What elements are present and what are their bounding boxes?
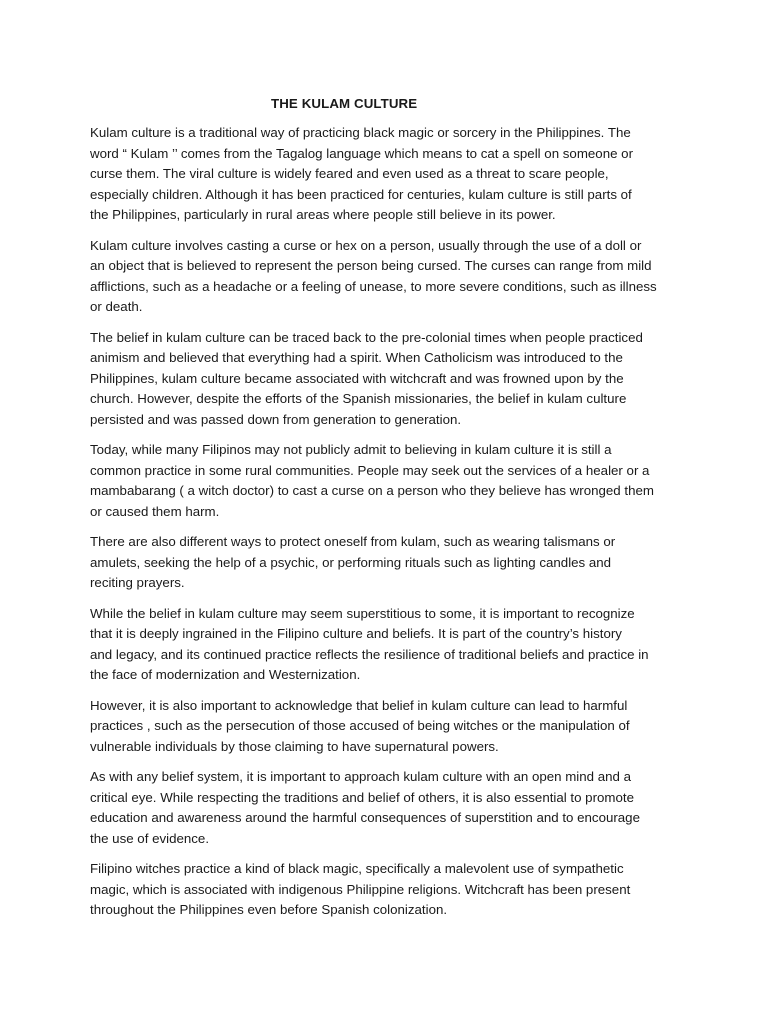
paragraph-line: amulets, seeking the help of a psychic, or performing rituals such as lighting candles and: [90, 554, 612, 570]
paragraph-6: [90, 604, 680, 686]
paragraph-line: throughout the Philippines even before Spanish colonization.: [90, 902, 448, 917]
paragraph-line: Today, while many Filipinos may not publicly admit to believing in kulam culture it is still a: [90, 442, 612, 457]
paragraph-line: or death.: [90, 299, 143, 314]
paragraph-line: practices , such as the persecution of those accused of being witches or the manipulation of: [90, 718, 630, 733]
paragraph-1: [90, 123, 680, 226]
paragraph-line: curse them. The viral culture is widely feared and even used as a threat to scare people,: [90, 166, 609, 181]
paragraph-line: Kulam culture is a traditional way of practicing black magic or sorcery in the Philippines. The: [90, 125, 631, 140]
paragraph-line: As with any belief system, it is important to approach kulam culture with an open mind and a: [90, 769, 632, 784]
paragraph-line: animism and believed that everything had a spirit. When Catholicism was introduced to the: [90, 350, 623, 365]
paragraph-line: critical eye. While respecting the traditions and belief of others, it is also essential to promote: [90, 789, 634, 805]
paragraph-line: an object that is believed to represent the person being cursed. The curses can range from mild: [90, 258, 652, 273]
paragraph-5: [90, 532, 680, 594]
paragraph-line: that it is deeply ingrained in the Filipino culture and beliefs. It is part of the country’s history: [90, 626, 622, 641]
paragraph-line: afflictions, such as a headache or a feeling of unease, to more severe conditions, such as illness: [90, 278, 657, 294]
paragraph-4: [90, 440, 680, 522]
document-title: THE KULAM CULTURE: [271, 96, 418, 111]
paragraph-line: vulnerable individuals by those claiming to have supernatural powers.: [90, 738, 499, 754]
paragraph-line: or caused them harm.: [90, 503, 220, 519]
paragraph-line: especially children. Although it has been practiced for centuries, kulam culture is still parts of: [90, 186, 632, 202]
paragraph-8: [90, 767, 680, 849]
paragraph-line: the use of evidence.: [90, 830, 210, 846]
paragraph-2: [90, 236, 680, 318]
paragraph-line: persisted and was passed down from generation to generation.: [90, 411, 462, 427]
paragraph-line: church. However, despite the efforts of the Spanish missionaries, the belief in kulam culture: [90, 391, 627, 406]
paragraph-3: [90, 328, 680, 431]
paragraph-line: word “ Kulam ’’ comes from the Tagalog language which means to cat a spell on someone or: [90, 145, 634, 161]
paragraph-line: mambabarang ( a witch doctor) to cast a curse on a person who they believe has wronged them: [90, 483, 654, 498]
paragraph-line: Filipino witches practice a kind of black magic, specifically a malevolent use of sympathetic: [90, 861, 624, 876]
paragraph-line: and legacy, and its continued practice reflects the resilience of traditional beliefs and practice in: [90, 646, 649, 662]
paragraph-line: education and awareness around the harmful consequences of superstition and to encourage: [90, 810, 640, 825]
paragraph-line: The belief in kulam culture can be traced back to the pre-colonial times when people practiced: [90, 329, 643, 345]
paragraph-line: Kulam culture involves casting a curse or hex on a person, usually through the use of a doll or: [90, 237, 642, 253]
paragraph-line: However, it is also important to acknowledge that belief in kulam culture can lead to harmful: [90, 697, 628, 713]
paragraph-line: magic, which is associated with indigenous Philippine religions. Witchcraft has been present: [90, 881, 631, 897]
paragraph-line: common practice in some rural communities. People may seek out the services of a healer or a: [90, 462, 650, 478]
document-body: [90, 94, 680, 931]
paragraph-7: [90, 696, 680, 758]
paragraph-line: There are also different ways to protect oneself from kulam, such as wearing talismans or: [90, 534, 616, 549]
paragraph-line: the face of modernization and Westernization.: [90, 667, 361, 682]
paragraph-line: the Philippines, particularly in rural areas where people still believe in its power.: [90, 207, 556, 222]
paragraph-line: Philippines, kulam culture became associated with witchcraft and was frowned upon by the: [90, 370, 624, 386]
paragraph-line: reciting prayers.: [90, 575, 185, 590]
paragraph-line: While the belief in kulam culture may seem superstitious to some, it is important to recognize: [90, 605, 635, 621]
paragraph-9: [90, 859, 680, 921]
